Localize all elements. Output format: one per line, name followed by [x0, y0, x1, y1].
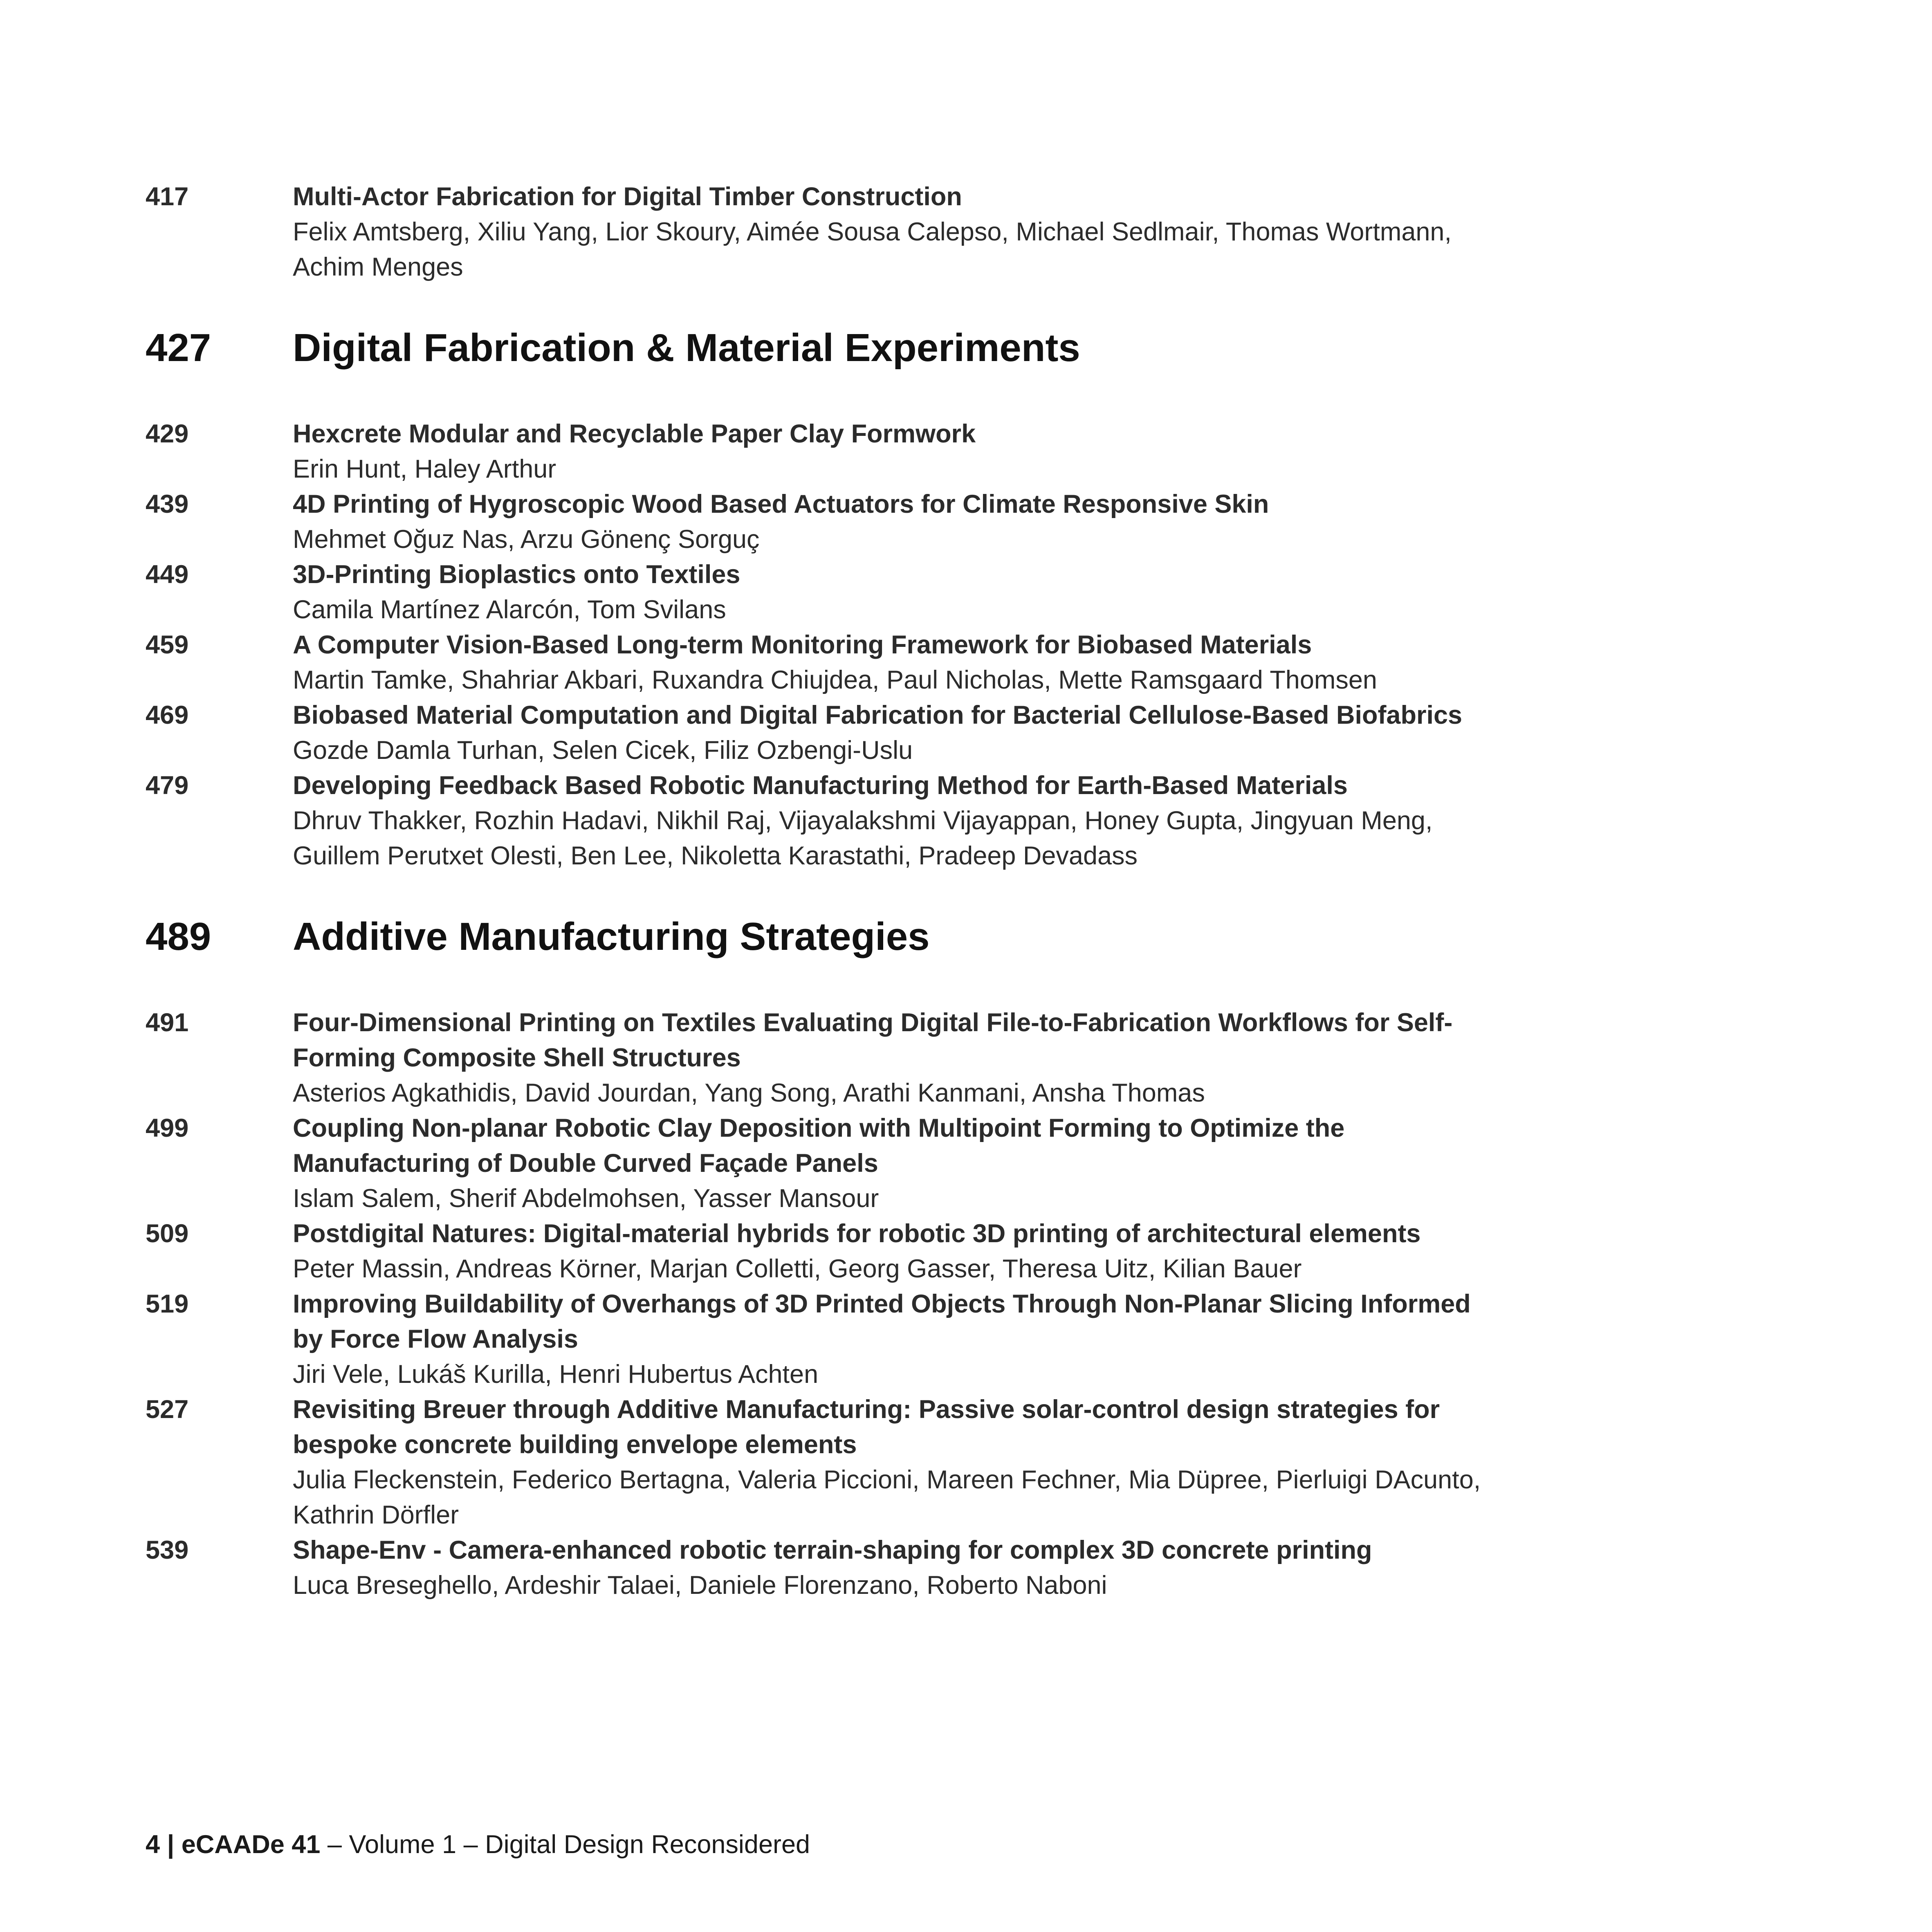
paper-authors: Julia Fleckenstein, Federico Bertagna, Valeria Piccioni, Mareen Fechner, Mia Düpree, Pierluigi DAcunto, Kathrin Dörfler — [293, 1465, 1481, 1529]
entry-page-number: 439 — [146, 490, 189, 518]
paper-title: Four-Dimensional Printing on Textiles Evaluating Digital File-to-Fabrication Workflows for Self-Forming Composite Shell Structures — [293, 1008, 1453, 1072]
entry-page-number: 499 — [146, 1114, 189, 1142]
paper-authors: Camila Martínez Alarcón, Tom Svilans — [293, 595, 726, 624]
toc-entry — [146, 698, 1495, 768]
paper-authors: Felix Amtsberg, Xiliu Yang, Lior Skoury, Aimée Sousa Calepso, Michael Sedlmair, Thomas Wortmann, Achim Menges — [293, 218, 1452, 281]
paper-authors: Islam Salem, Sherif Abdelmohsen, Yasser Mansour — [293, 1184, 879, 1213]
paper-authors: Mehmet Oğuz Nas, Arzu Gönenç Sorguç — [293, 525, 760, 554]
toc-entry — [146, 487, 1495, 557]
paper-title: Revisiting Breuer through Additive Manufacturing: Passive solar-control design strategies for bespoke concrete building envelope elements — [293, 1395, 1440, 1459]
section-page-number: 427 — [146, 326, 211, 370]
table-of-contents — [146, 179, 1495, 1603]
entry-body — [293, 698, 1495, 768]
entry-body — [293, 416, 1495, 487]
page-footer — [146, 1827, 810, 1862]
paper-authors: Erin Hunt, Haley Arthur — [293, 455, 556, 483]
footer-volume-title: – Volume 1 – Digital Design Reconsidered — [327, 1830, 810, 1859]
entry-page-number: 519 — [146, 1290, 189, 1318]
toc-entry — [146, 1216, 1495, 1286]
paper-authors: Jiri Vele, Lukáš Kurilla, Henri Hubertus Achten — [293, 1360, 819, 1389]
toc-entry — [146, 1286, 1495, 1392]
paper-title: Coupling Non-planar Robotic Clay Deposition with Multipoint Forming to Optimize the Manufacturing of Double Curved Façade Panels — [293, 1114, 1345, 1178]
paper-authors: Luca Breseghello, Ardeshir Talaei, Daniele Florenzano, Roberto Naboni — [293, 1571, 1107, 1600]
entry-body — [293, 1111, 1495, 1216]
paper-title: Biobased Material Computation and Digital Fabrication for Bacterial Cellulose-Based Biofabrics — [293, 701, 1463, 729]
toc-entry — [146, 1392, 1495, 1533]
toc-entry — [146, 1533, 1495, 1603]
entry-page-number: 491 — [146, 1008, 189, 1037]
entry-body — [293, 487, 1495, 557]
paper-authors: Martin Tamke, Shahriar Akbari, Ruxandra Chiujdea, Paul Nicholas, Mette Ramsgaard Thomsen — [293, 666, 1377, 694]
footer-page-number: 4 — [146, 1830, 160, 1859]
section-title: Additive Manufacturing Strategies — [293, 915, 930, 958]
entry-body — [293, 1533, 1495, 1603]
toc-entry — [146, 768, 1495, 873]
entry-body — [293, 1216, 1495, 1286]
entry-page-number: 469 — [146, 701, 189, 729]
toc-entry — [146, 627, 1495, 698]
entry-page-number: 417 — [146, 182, 189, 211]
entry-page-number: 449 — [146, 560, 189, 589]
entry-body — [293, 1005, 1495, 1111]
paper-title: Shape-Env - Camera-enhanced robotic terrain-shaping for complex 3D concrete printing — [293, 1536, 1372, 1564]
entry-body — [293, 1286, 1495, 1392]
entry-page-number: 539 — [146, 1536, 189, 1564]
footer-conference: eCAADe 41 — [181, 1830, 321, 1859]
entry-page-number: 527 — [146, 1395, 189, 1424]
paper-authors: Asterios Agkathidis, David Jourdan, Yang Song, Arathi Kanmani, Ansha Thomas — [293, 1079, 1205, 1107]
paper-authors: Peter Massin, Andreas Körner, Marjan Colletti, Georg Gasser, Theresa Uitz, Kilian Bauer — [293, 1254, 1302, 1283]
paper-authors: Dhruv Thakker, Rozhin Hadavi, Nikhil Raj, Vijayalakshmi Vijayappan, Honey Gupta, Jingyuan Meng, Guillem Perutxet Olesti, Ben Lee, Nikoletta Karastathi, Pradeep Devadass — [293, 806, 1433, 870]
entry-body — [293, 627, 1495, 698]
toc-entry — [146, 557, 1495, 627]
paper-title: Improving Buildability of Overhangs of 3D Printed Objects Through Non-Planar Slicing Informed by Force Flow Analysis — [293, 1290, 1471, 1353]
paper-title: A Computer Vision-Based Long-term Monitoring Framework for Biobased Materials — [293, 631, 1312, 659]
paper-authors: Gozde Damla Turhan, Selen Cicek, Filiz Ozbengi-Uslu — [293, 736, 913, 765]
entry-page-number: 509 — [146, 1219, 189, 1248]
paper-title: Multi-Actor Fabrication for Digital Timber Construction — [293, 182, 962, 211]
paper-title: Postdigital Natures: Digital-material hybrids for robotic 3D printing of architectural elements — [293, 1219, 1421, 1248]
paper-title: 3D-Printing Bioplastics onto Textiles — [293, 560, 740, 589]
entry-page-number: 479 — [146, 771, 189, 800]
section-page-number: 489 — [146, 915, 211, 958]
entry-body — [293, 179, 1495, 285]
entry-body — [293, 768, 1495, 873]
paper-title: Hexcrete Modular and Recyclable Paper Clay Formwork — [293, 420, 976, 448]
section-heading — [146, 914, 1495, 959]
paper-title: 4D Printing of Hygroscopic Wood Based Actuators for Climate Responsive Skin — [293, 490, 1269, 518]
entry-body — [293, 1392, 1495, 1533]
entry-body — [293, 557, 1495, 627]
toc-entry — [146, 416, 1495, 487]
toc-entry — [146, 1005, 1495, 1111]
entry-page-number: 429 — [146, 420, 189, 448]
entry-page-number: 459 — [146, 631, 189, 659]
section-title: Digital Fabrication & Material Experiments — [293, 326, 1080, 370]
footer-separator: | — [167, 1830, 175, 1859]
paper-title: Developing Feedback Based Robotic Manufacturing Method for Earth-Based Materials — [293, 771, 1348, 800]
toc-entry — [146, 179, 1495, 285]
toc-entry — [146, 1111, 1495, 1216]
section-heading — [146, 325, 1495, 370]
